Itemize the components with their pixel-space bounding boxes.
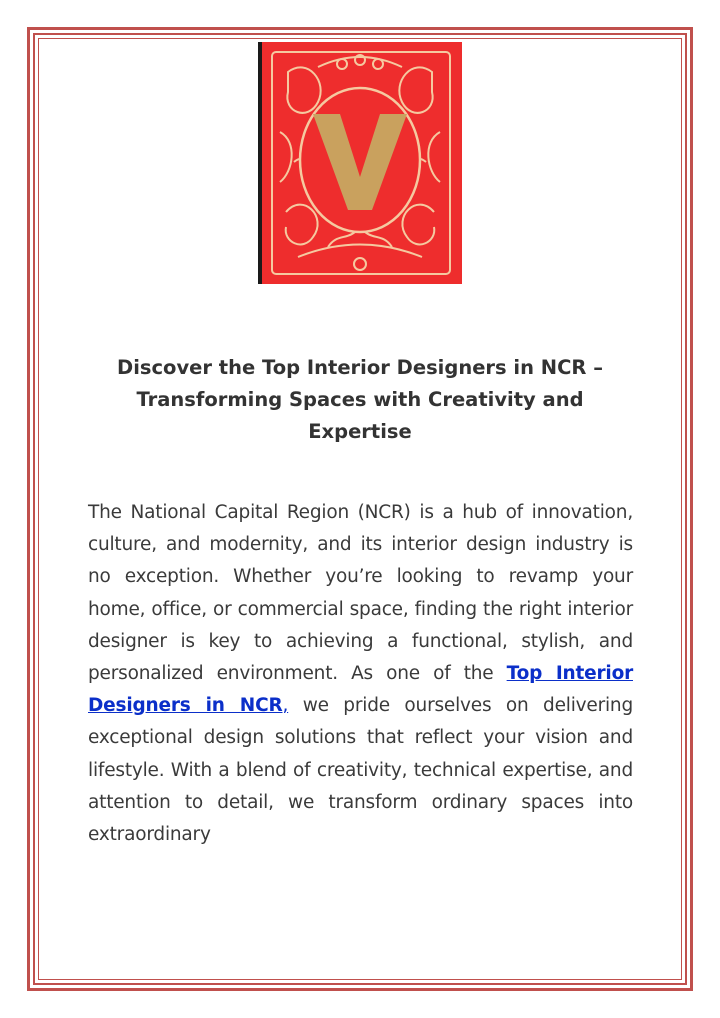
document-title: Discover the Top Interior Designers in NCR – Transforming Spaces with Creativity and Expertise <box>117 356 603 443</box>
link-comma: , <box>282 695 289 717</box>
paragraph-text-before-link: The National Capital Region (NCR) is a hub of innovation, culture, and modernity, and its interior design industry is no exception. Whether you’re looking to revamp your home, office, or commercial space, finding the right interior designer is key to achieving a functional, stylish, and personalized environment. As one of the <box>88 502 633 685</box>
top-interior-designers-link[interactable]: Top Interior Designers in NCR <box>88 663 633 717</box>
intro-paragraph <box>88 497 633 851</box>
v-monogram-logo-icon <box>258 42 462 284</box>
paragraph-text-after-link: we pride ourselves on delivering exceptional design solutions that reflect your vision and lifestyle. With a blend of creativity, technical expertise, and attention to detail, we transform ordinary spaces into extraordinary <box>88 695 633 846</box>
